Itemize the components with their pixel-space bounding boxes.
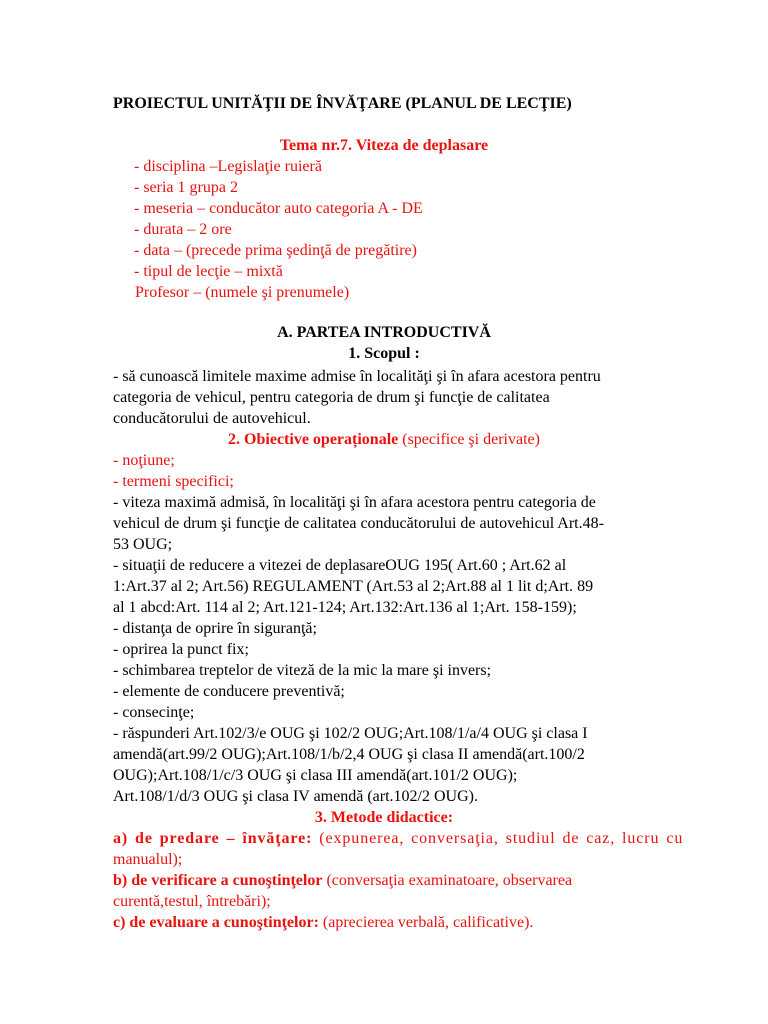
- method-item: [113, 912, 533, 933]
- objectives-heading-bold: 2. Obiective operaționale: [228, 431, 399, 448]
- method-item-continuation: curentă,testul, întrebări);: [113, 893, 271, 910]
- document-title: PROIECTUL UNITĂŢII DE ÎNVĂŢARE (PLANUL DE LECŢIE): [113, 95, 572, 112]
- objective-line: al 1 abcd:Art. 114 al 2; Art.121-124; Art.132:Art.136 al 1;Art. 158-159);: [113, 599, 577, 616]
- method-item: [113, 828, 683, 849]
- objective-line: - consecinţe;: [113, 704, 195, 721]
- method-item-text: (aprecierea verbală, calificative).: [318, 914, 534, 931]
- header-item: - data – (precede prima şedinţă de pregătire): [134, 242, 417, 259]
- header-item: - durata – 2 ore: [134, 221, 232, 238]
- objective-line: - răspunderi Art.102/3/e OUG şi 102/2 OUG;Art.108/1/a/4 OUG şi clasa I: [113, 725, 588, 742]
- methods-heading: 3. Metode didactice:: [314, 809, 454, 826]
- objective-line: Art.108/1/d/3 OUG şi clasa IV amendă (art.102/2 OUG).: [113, 788, 478, 805]
- objective-line: - situaţii de reducere a vitezei de deplasareOUG 195( Art.60 ; Art.62 al: [113, 557, 567, 574]
- method-item-text: (expunerea, conversaţia, studiul de caz, lucru cu: [312, 830, 684, 847]
- scope-heading: 1. Scopul :: [348, 345, 420, 362]
- header-item: - disciplina –Legislaţie ruieră: [134, 158, 322, 175]
- objective-line: - oprirea la punct fix;: [113, 641, 249, 658]
- objective-line: amendă(art.99/2 OUG);Art.108/1/b/2,4 OUG şi clasa II amendă(art.100/2: [113, 746, 585, 763]
- method-item-label: c) de evaluare a cunoştinţelor:: [113, 914, 319, 931]
- scope-line: conducătorului de autovehicul.: [113, 410, 311, 427]
- scope-line: - să cunoască limitele maxime admise în localităţi şi în afara acestora pentru: [113, 368, 601, 385]
- objective-line: 53 OUG;: [113, 536, 173, 553]
- teacher-line: Profesor – (numele şi prenumele): [135, 284, 350, 301]
- objective-line: vehicul de drum şi funcţie de calitatea conducătorului de autovehicul Art.48-: [113, 515, 604, 532]
- method-item-label: a) de predare – învăţare:: [113, 830, 313, 847]
- objective-line: 1:Art.37 al 2; Art.56) REGULAMENT (Art.53 al 2;Art.88 al 1 lit d;Art. 89: [113, 578, 594, 595]
- header-item: - seria 1 grupa 2: [134, 179, 238, 196]
- objective-item: - noţiune;: [113, 452, 175, 469]
- method-item-label: b) de verificare a cunoştinţelor: [113, 872, 323, 889]
- method-item-continuation: manualul);: [113, 851, 183, 868]
- header-item: - meseria – conducător auto categoria A - DE: [134, 200, 423, 217]
- objectives-heading-rest: (specifice şi derivate): [398, 431, 540, 448]
- section-a-heading: A. PARTEA INTRODUCTIVĂ: [277, 324, 491, 341]
- objectives-heading: [0, 429, 768, 450]
- objective-item: - termeni specifici;: [113, 473, 234, 490]
- objective-line: - schimbarea treptelor de viteză de la mic la mare şi invers;: [113, 662, 492, 679]
- objective-line: OUG);Art.108/1/c/3 OUG şi clasa III amendă(art.101/2 OUG);: [113, 767, 518, 784]
- objective-line: - distanţa de oprire în siguranţă;: [113, 620, 317, 637]
- objective-line: - viteza maximă admisă, în localităţi şi în afara acestora pentru categoria de: [113, 494, 596, 511]
- method-item-text: (conversaţia examinatoare, observarea: [322, 872, 573, 889]
- objective-line: - elemente de conducere preventivă;: [113, 683, 345, 700]
- method-item: [113, 870, 572, 891]
- header-item: - tipul de lecţie – mixtă: [134, 263, 283, 280]
- lesson-topic: Tema nr.7. Viteza de deplasare: [279, 137, 489, 154]
- scope-line: categoria de vehicul, pentru categoria de drum şi funcţie de calitatea: [113, 389, 550, 406]
